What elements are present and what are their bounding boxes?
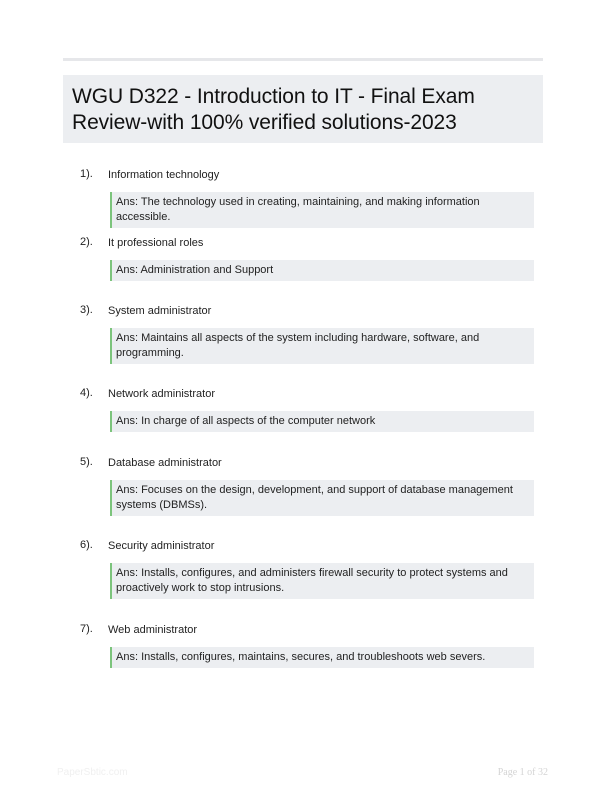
item-number: 3). <box>80 304 93 316</box>
item-question: Database administrator <box>108 457 222 469</box>
page-number: Page 1 of 32 <box>497 767 548 778</box>
item-question: Information technology <box>108 169 220 181</box>
item-number: 5). <box>80 456 93 468</box>
item-answer: Ans: Maintains all aspects of the system including hardware, software, and programming. <box>110 328 534 364</box>
document-title: WGU D322 - Introduction to IT - Final Exam Review-with 100% verified solutions-2023 <box>72 85 475 134</box>
top-divider <box>63 58 543 61</box>
item-question: Web administrator <box>108 624 198 636</box>
item-answer: Ans: Administration and Support <box>110 260 534 281</box>
item-answer: Ans: In charge of all aspects of the computer network <box>110 411 534 432</box>
item-question: Security administrator <box>108 540 215 552</box>
item-answer: Ans: Focuses on the design, development, and support of database management systems (DBMSs). <box>110 480 534 516</box>
item-question: Network administrator <box>108 388 215 400</box>
item-answer: Ans: The technology used in creating, maintaining, and making information accessible. <box>110 192 534 228</box>
item-number: 4). <box>80 387 93 399</box>
title-banner <box>63 75 543 143</box>
item-answer: Ans: Installs, configures, maintains, secures, and troubleshoots web severs. <box>110 647 534 668</box>
item-answer: Ans: Installs, configures, and administers firewall security to protect systems and proactively work to stop intrusions. <box>110 563 534 599</box>
item-number: 1). <box>80 168 93 180</box>
footer-watermark: PaperSbtic.com <box>57 767 128 778</box>
item-number: 2). <box>80 236 93 248</box>
item-number: 6). <box>80 539 93 551</box>
item-number: 7). <box>80 623 93 635</box>
item-question: It professional roles <box>108 237 204 249</box>
item-question: System administrator <box>108 305 212 317</box>
